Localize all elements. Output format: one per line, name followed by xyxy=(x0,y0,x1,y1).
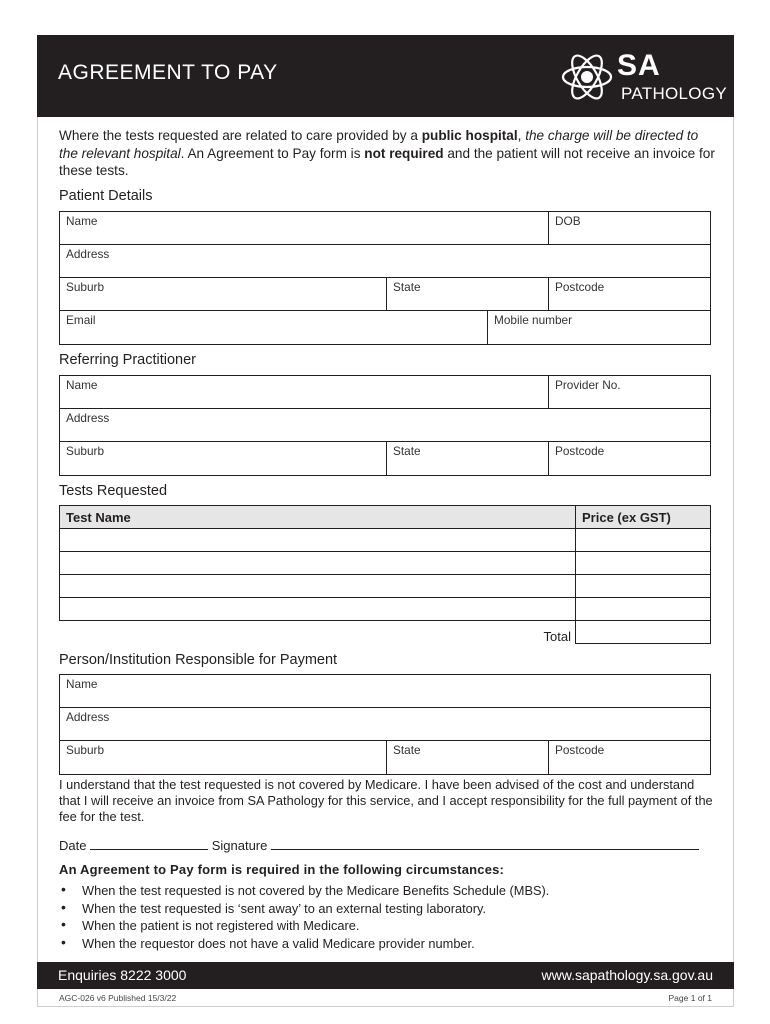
practitioner-postcode-label: Postcode xyxy=(555,444,605,458)
payer-state-field[interactable] xyxy=(386,741,548,774)
practitioner-state-label: State xyxy=(393,444,421,458)
payer-postcode-field[interactable] xyxy=(548,741,710,774)
payer-state-label: State xyxy=(393,743,421,757)
total-label: Total xyxy=(543,628,571,644)
patient-address-field[interactable] xyxy=(60,245,710,277)
patient-postcode-label: Postcode xyxy=(555,280,605,294)
test-name-column-header: Test Name xyxy=(60,506,576,529)
practitioner-state-field[interactable] xyxy=(386,442,548,475)
patient-address-label: Address xyxy=(66,247,110,261)
form-code: AGC-026 v6 Published 15/3/22 xyxy=(59,993,177,1003)
payer-name-field[interactable] xyxy=(60,675,710,707)
patient-email-label: Email xyxy=(66,313,96,327)
practitioner-address-label: Address xyxy=(66,411,110,425)
patient-row-address xyxy=(60,245,710,278)
payer-row-suburb xyxy=(60,741,710,774)
practitioner-row-name xyxy=(60,376,710,409)
tests-header-row xyxy=(60,506,711,529)
test-name-cell[interactable] xyxy=(60,598,576,621)
patient-details-heading: Patient Details xyxy=(59,188,153,204)
practitioner-row-suburb xyxy=(60,442,710,475)
practitioner-address-field[interactable] xyxy=(60,409,710,441)
patient-dob-field[interactable] xyxy=(548,212,710,244)
practitioner-suburb-label: Suburb xyxy=(66,444,105,458)
tests-table xyxy=(59,505,711,644)
table-row xyxy=(60,575,711,598)
date-signature-line xyxy=(59,838,711,853)
table-row xyxy=(60,598,711,621)
circumstances-list xyxy=(59,882,549,952)
payer-grid xyxy=(59,674,711,775)
practitioner-suburb-field[interactable] xyxy=(60,442,386,475)
payer-row-name xyxy=(60,675,710,708)
price-cell[interactable] xyxy=(576,529,711,552)
price-column-header: Price (ex GST) xyxy=(576,506,711,529)
total-row xyxy=(60,621,711,644)
patient-row-name xyxy=(60,212,710,245)
practitioner-grid xyxy=(59,375,711,476)
practitioner-name-label: Name xyxy=(66,378,98,392)
test-name-cell[interactable] xyxy=(60,552,576,575)
payer-postcode-label: Postcode xyxy=(555,743,605,757)
practitioner-heading: Referring Practitioner xyxy=(59,352,196,368)
tests-heading: Tests Requested xyxy=(59,483,168,499)
total-field[interactable] xyxy=(576,621,711,644)
patient-suburb-label: Suburb xyxy=(66,280,105,294)
patient-email-field[interactable] xyxy=(60,311,487,344)
patient-details-grid xyxy=(59,211,711,345)
page-number: Page 1 of 1 xyxy=(668,993,712,1003)
signature-label: Signature xyxy=(211,838,268,853)
logo-sa: SA xyxy=(617,49,661,82)
practitioner-provider-label: Provider No. xyxy=(555,378,621,392)
patient-row-suburb xyxy=(60,278,710,311)
price-cell[interactable] xyxy=(576,552,711,575)
date-input[interactable] xyxy=(90,838,208,850)
enquiries-text: Enquiries 8222 3000 xyxy=(58,967,187,983)
table-row xyxy=(60,552,711,575)
patient-row-email xyxy=(60,311,710,344)
patient-dob-label: DOB xyxy=(555,214,581,228)
patient-state-label: State xyxy=(393,280,421,294)
logo-pathology: PATHOLOGY xyxy=(621,84,727,103)
patient-suburb-field[interactable] xyxy=(60,278,386,310)
payer-name-label: Name xyxy=(66,677,98,691)
payer-heading: Person/Institution Responsible for Payment xyxy=(59,652,338,668)
intro-text: Where the tests requested are related to care provided by a public hospital, the charge will be directed to the relevant hospital. An Agreement to Pay form is not required and the patient will not receive an invoice for these tests. xyxy=(59,128,715,178)
patient-name-field[interactable] xyxy=(60,212,548,244)
list-item: • When the requestor does not have a valid Medicare provider number. xyxy=(59,935,549,953)
declaration-text: I understand that the test requested is not covered by Medicare. I have been advised of the cost and understand that I will receive an invoice from SA Pathology for this service, and I accept responsibility for the full payment of the fee for the test. xyxy=(59,777,713,825)
practitioner-row-address xyxy=(60,409,710,442)
patient-name-label: Name xyxy=(66,214,98,228)
payer-row-address xyxy=(60,708,710,741)
payer-address-field[interactable] xyxy=(60,708,710,740)
table-row xyxy=(60,529,711,552)
price-cell[interactable] xyxy=(576,598,711,621)
sa-pathology-logo xyxy=(559,49,729,105)
website-link[interactable]: www.sapathology.sa.gov.au xyxy=(541,967,713,983)
form-title: AGREEMENT TO PAY xyxy=(58,61,278,84)
patient-mobile-field[interactable] xyxy=(487,311,710,344)
practitioner-provider-field[interactable] xyxy=(548,376,710,408)
test-name-cell[interactable] xyxy=(60,529,576,552)
list-item: • When the test requested is ‘sent away’ to an external testing laboratory. xyxy=(59,900,549,918)
date-label: Date xyxy=(59,838,87,853)
footer-bar xyxy=(37,962,734,989)
list-item: • When the patient is not registered with Medicare. xyxy=(59,917,549,935)
circumstances-heading: An Agreement to Pay form is required in the following circumstances: xyxy=(59,862,505,877)
patient-postcode-field[interactable] xyxy=(548,278,710,310)
header-bar xyxy=(37,35,734,117)
payer-address-label: Address xyxy=(66,710,110,724)
list-item: • When the test requested is not covered by the Medicare Benefits Schedule (MBS). xyxy=(59,882,549,900)
signature-input[interactable] xyxy=(271,838,699,850)
payer-suburb-label: Suburb xyxy=(66,743,105,757)
price-cell[interactable] xyxy=(576,575,711,598)
practitioner-postcode-field[interactable] xyxy=(548,442,710,475)
payer-suburb-field[interactable] xyxy=(60,741,386,774)
practitioner-name-field[interactable] xyxy=(60,376,548,408)
atom-logo-icon xyxy=(559,53,615,101)
test-name-cell[interactable] xyxy=(60,575,576,598)
patient-state-field[interactable] xyxy=(386,278,548,310)
patient-mobile-label: Mobile number xyxy=(494,313,573,327)
